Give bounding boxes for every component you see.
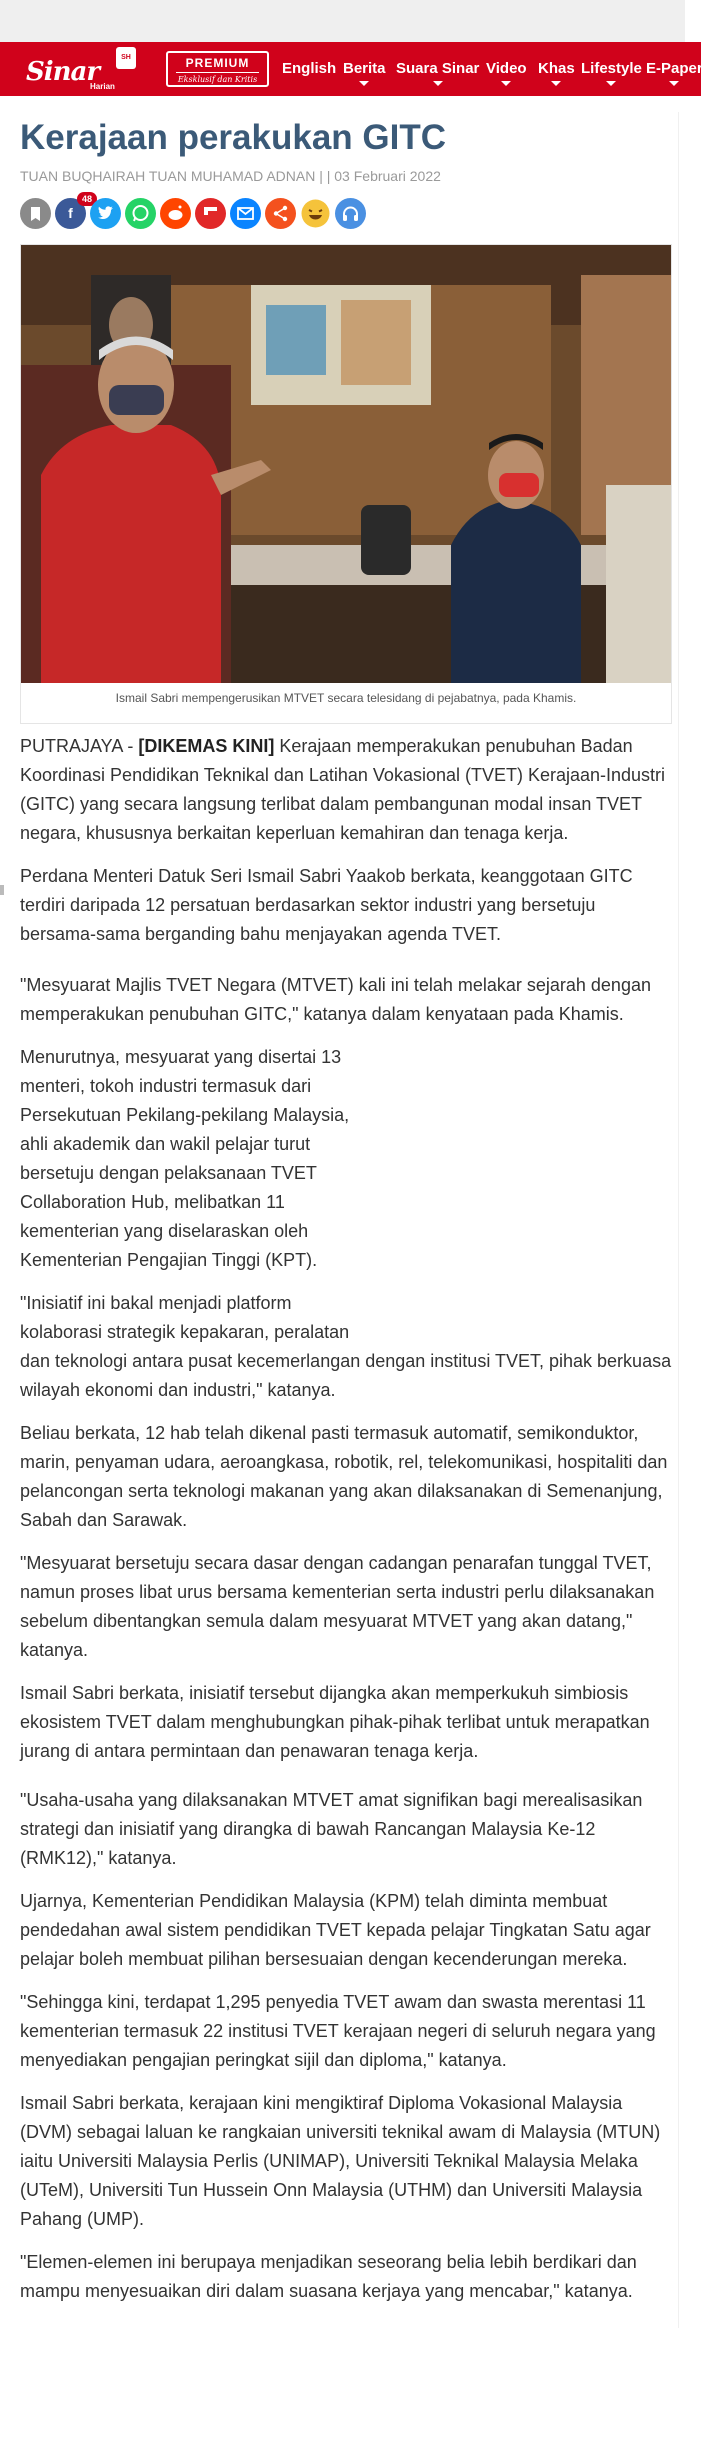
email-icon[interactable]: [230, 198, 261, 229]
logo-sub-text: Harian: [90, 82, 115, 91]
twitter-icon[interactable]: [90, 198, 121, 229]
chevron-down-icon: [669, 81, 679, 86]
body-paragraph: "Sehingga kini, terdapat 1,295 penyedia TVET awam dan swasta merentasi 11 kementerian termasuk 22 institusi TVET kerajaan negeri di seluruh negara yang menyediakan pengajian peringkat sijil dan diploma," katanya.: [20, 1992, 656, 2070]
logo-emblem-icon: SH: [116, 47, 136, 69]
flipboard-icon[interactable]: [195, 198, 226, 229]
premium-button[interactable]: [166, 51, 269, 87]
chevron-down-icon: [359, 81, 369, 86]
text-line: "Inisiatif ini bakal menjadi platform: [20, 1293, 292, 1313]
chevron-down-icon: [501, 81, 511, 86]
premium-divider: [176, 72, 259, 73]
body-paragraph: Menurutnya, mesyuarat yang disertai 13 menteri, tokoh industri termasuk dari Persekutuan Pekilang-pekilang Malaysia, ahli akademik dan wakil pelajar turut bersetuju dengan pelaksanaan TVET Collaboration Hub, melibatkan 11 kementerian yang diselaraskan oleh Kementerian Pengajian Tinggi (KPT).: [20, 1047, 350, 1270]
body-paragraph: Ismail Sabri berkata, kerajaan kini mengiktiraf Diploma Vokasional Malaysia (DVM) sebagai laluan ke rangkaian universiti teknikal awam di Malaysia (MTUN) iaitu Universiti Malaysia Perlis (UNIMAP), Universiti Teknikal Malaysia Melaka (UTeM), Universiti Tun Hussein Onn Malaysia (UTHM) dan Universiti Malaysia Pahang (UMP).: [20, 2093, 661, 2229]
chevron-down-icon: [606, 81, 616, 86]
body-paragraph: "Elemen-elemen ini berupaya menjadikan seseorang belia lebih berdikari dan mampu menyesuaikan diri dalam suasana kerjaya yang mencabar," katanya.: [20, 2252, 637, 2301]
bookmark-icon[interactable]: [20, 198, 51, 229]
photo-caption: Ismail Sabri mempengerusikan MTVET secara telesidang di pejabatnya, pada Khamis.: [115, 691, 577, 705]
share-count-badge: 48: [77, 192, 97, 206]
nav-item-suara-sinar[interactable]: [396, 42, 479, 96]
nav-item-label: Video: [486, 60, 527, 77]
whatsapp-icon[interactable]: [125, 198, 156, 229]
article: [8, 112, 679, 2328]
reddit-icon[interactable]: [160, 198, 191, 229]
text-line: dan teknologi antara pusat kecemerlangan dengan institusi TVET, pihak berkuasa wilayah ekonomi dan industri," katanya.: [20, 1351, 672, 1400]
article-title: Kerajaan perakukan GITC: [20, 118, 446, 157]
nav-item-berita[interactable]: [343, 42, 386, 96]
body-paragraph: [20, 1289, 672, 1405]
nav-item-label: E-Paper: [646, 60, 703, 77]
nav-item-label: Suara Sinar: [396, 60, 480, 77]
nav-item-video[interactable]: [486, 42, 527, 96]
body-paragraph: "Mesyuarat bersetuju secara dasar dengan cadangan penarafan tunggal TVET, namun proses libat urus bersama kementerian serta industri perlu dilaksanakan sebelum dibentangkan semula dalam mesyuarat MTVET yang akan datang," katanya.: [20, 1553, 655, 1660]
chevron-down-icon: [551, 81, 561, 86]
premium-title: PREMIUM: [185, 56, 250, 70]
nav-item-khas[interactable]: [538, 42, 575, 96]
body-paragraph: "Usaha-usaha yang dilaksanakan MTVET amat signifikan bagi merealisasikan strategi dan inisiatif yang dirangka di bawah Rancangan Malaysia Ke-12 (RMK12)," katanya.: [20, 1790, 643, 1868]
nav-item-epaper[interactable]: [646, 42, 703, 96]
nav-item-english[interactable]: [282, 42, 336, 96]
body-paragraph: Ismail Sabri berkata, inisiatif tersebut dijangka akan memperkukuh simbiosis ekosistem TVET dalam menghubungkan pihak-pihak terlibat untuk merapatkan jurang di antara permintaan dan penawaran tenaga kerja.: [20, 1683, 650, 1761]
dateline: PUTRAJAYA -: [20, 736, 134, 756]
body-paragraph: "Mesyuarat Majlis TVET Negara (MTVET) kali ini telah melakar sejarah dengan memperakukan penubuhan GITC," katanya dalam kenyataan pada Khamis.: [20, 975, 651, 1024]
update-tag: [DIKEMAS KINI]: [138, 736, 275, 756]
article-photo[interactable]: [21, 245, 671, 683]
nav-item-label: English: [282, 60, 337, 77]
emoji-icon[interactable]: [300, 198, 331, 229]
site-header: [0, 42, 701, 96]
lead-paragraph: [20, 732, 672, 848]
article-byline: TUAN BUQHAIRAH TUAN MUHAMAD ADNAN | | 03 Februari 2022: [20, 168, 441, 184]
top-spacer: [0, 0, 685, 42]
body-paragraph: Perdana Menteri Datuk Seri Ismail Sabri Yaakob berkata, keanggotaan GITC terdiri daripada 12 persatuan berdasarkan sektor industri yang bersetuju bersama-sama berganding bahu menjayakan agenda TVET.: [20, 866, 633, 944]
premium-tagline: Eksklusif dan Kritis: [177, 75, 258, 84]
sinar-harian-logo[interactable]: [26, 45, 136, 95]
share-icon[interactable]: [265, 198, 296, 229]
text-line: kolaborasi strategik kepakaran, peralatan: [20, 1322, 350, 1342]
facebook-icon[interactable]: f: [55, 198, 86, 229]
nav-item-lifestyle[interactable]: [581, 42, 642, 96]
logo-brand-text: Sinar: [26, 57, 100, 87]
nav-item-label: Khas: [538, 60, 575, 77]
body-paragraph: Beliau berkata, 12 hab telah dikenal pasti termasuk automatif, semikonduktor, marin, penyaman udara, aeroangkasa, robotik, rel, telekomunikasi, hospitaliti dan pelancongan serta teknologi makanan yang akan dilaksanakan di Semenanjung, Sabah dan Sarawak.: [20, 1423, 668, 1530]
body-paragraph: Ujarnya, Kementerian Pendidikan Malaysia (KPM) telah diminta membuat pendedahan awal sistem pendidikan TVET kepada pelajar Tingkatan Satu agar pelajar boleh membuat pilihan bersesuaian dengan kecenderungan mereka.: [20, 1891, 651, 1969]
article-figure: [20, 244, 672, 724]
article-body: [20, 732, 672, 2320]
lead-text: Kerajaan memperakukan penubuhan Badan Koordinasi Pendidikan Teknikal dan Latihan Vokasional (TVET) Kerajaan-Industri (GITC) yang secara langsung terlibat dalam pembangunan modal insan TVET negara, khususnya berkaitan keperluan kemahiran dan tenaga kerja.: [20, 736, 666, 843]
nav-item-label: Lifestyle: [581, 60, 642, 77]
page-footer-space: [0, 2336, 685, 2454]
nav-item-label: Berita: [343, 60, 386, 77]
headphones-icon[interactable]: [335, 198, 366, 229]
chevron-down-icon: [433, 81, 443, 86]
side-scroll-handle[interactable]: [0, 885, 4, 895]
